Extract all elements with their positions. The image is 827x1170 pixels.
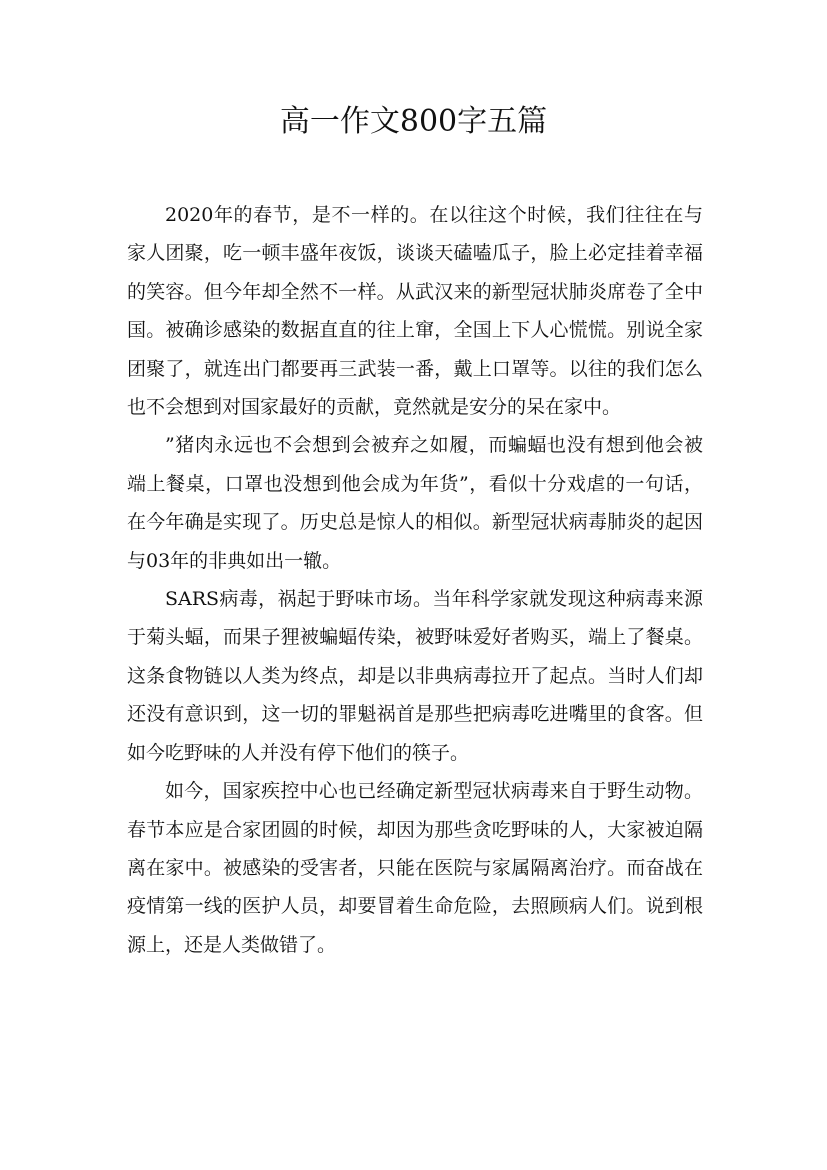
document-body [127,196,703,964]
document-title: 高一作文800字五篇 [279,104,548,139]
paragraph-2: ”猪肉永远也不会想到会被弃之如履，而蝙蝠也没有想到他会被端上餐桌，口罩也没想到他会成为年货”，看似十分戏虐的一句话，在今年确是实现了。历史总是惊人的相似。新型冠状病毒肺炎的起因与03年的非典如出一辙。 [127,434,703,572]
paragraph-3: SARS病毒，祸起于野味市场。当年科学家就发现这种病毒来源于菊头蝠，而果子狸被蝙蝠传染，被野味爱好者购买，端上了餐桌。这条食物链以人类为终点，却是以非典病毒拉开了起点。当时人们却还没有意识到，这一切的罪魁祸首是那些把病毒吃进嘴里的食客。但如今吃野味的人并没有停下他们的筷子。 [127,588,703,764]
paragraph-4: 如今，国家疾控中心也已经确定新型冠状病毒来自于野生动物。春节本应是合家团圆的时候，却因为那些贪吃野味的人，大家被迫隔离在家中。被感染的受害者，只能在医院与家属隔离治疗。而奋战在疫情第一线的医护人员，却要冒着生命危险，去照顾病人们。说到根源上，还是人类做错了。 [127,780,703,956]
paragraph-1: 2020年的春节，是不一样的。在以往这个时候，我们往往在与家人团聚，吃一顿丰盛年夜饭，谈谈天磕嗑瓜子，脸上必定挂着幸福的笑容。但今年却全然不一样。从武汉来的新型冠状肺炎席卷了全中国。被确诊感染的数据直直的往上窜，全国上下人心慌慌。别说全家团聚了，就连出门都要再三武装一番，戴上口罩等。以往的我们怎么也不会想到对国家最好的贡献，竟然就是安分的呆在家中。 [127,204,703,419]
